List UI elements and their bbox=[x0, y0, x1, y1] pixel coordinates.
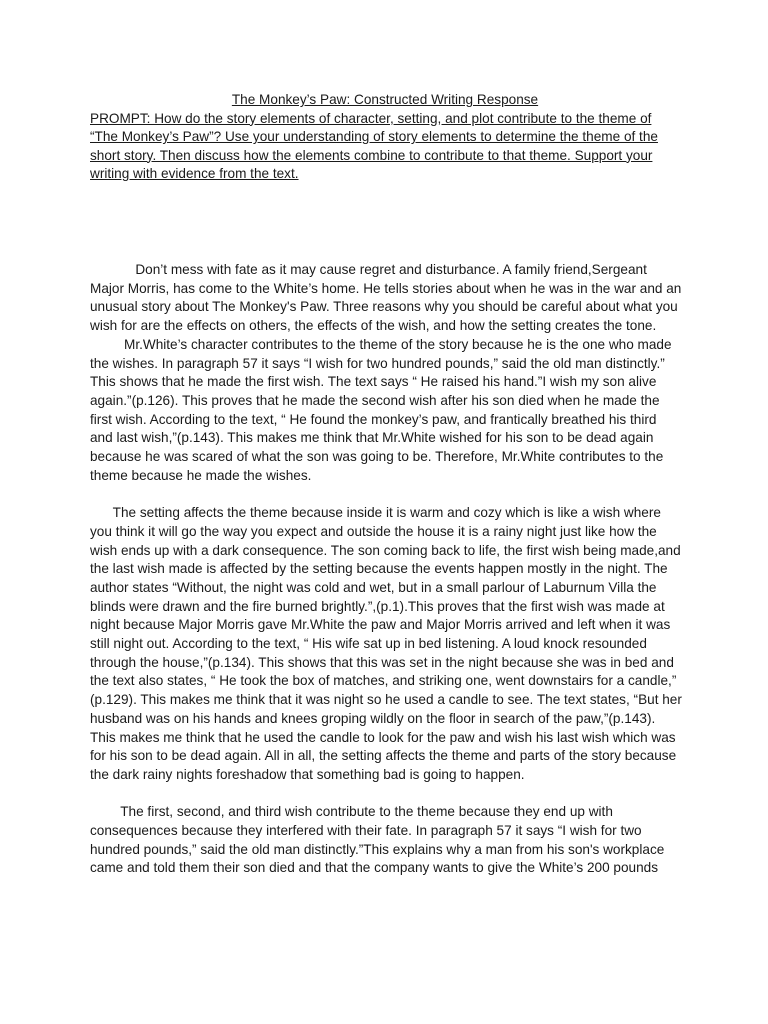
document-header bbox=[90, 91, 680, 184]
paragraph-character: Mr.White’s character contributes to the theme of the story because he is the one who made the wishes. In paragraph 57 it says “I wish for two hundred pounds,” said the old man distinctly.” This shows that he made the first wish. The text says “ He raised his hand.”I wish my son alive again.”(p.126). This proves that he made the second wish after his son died when he made the first wish. According to the text, “ He found the monkey’s paw, and frantically breathed his third and last wish,”(p.143). This makes me think that Mr.White wished for his son to be dead again because he was scared of what the son was going to be. Therefore, Mr.White contributes to the theme because he made the wishes. bbox=[90, 336, 672, 483]
essay-body bbox=[90, 261, 682, 878]
document-title: The Monkey’s Paw: Constructed Writing Response bbox=[231, 92, 539, 107]
writing-prompt: PROMPT: How do the story elements of character, setting, and plot contribute to the theme of “The Monkey’s Paw”? Use your understanding of story elements to determine the theme of the short story. Then discuss how the elements combine to contribute to that theme. Support your writing with evidence from the text. bbox=[90, 110, 658, 181]
paragraph-intro: Don’t mess with fate as it may cause regret and disturbance. A family friend,Sergeant Major Morris, has come to the White’s home. He tells stories about when he was in the war and an unusual story about The Monkey's Paw. Three reasons why you should be careful about what you wish for are the effects on others, the effects of the wish, and how the setting creates the tone. bbox=[90, 262, 682, 334]
paragraph-plot: The first, second, and third wish contribute to the theme because they end up with consequences because they interfered with their fate. In paragraph 57 it says “I wish for two hundred pounds,” said the old man distinctly.”This explains why a man from his son's workplace came and told them their son died and that the company wants to give the White’s 200 pounds bbox=[90, 804, 665, 876]
paragraph-setting: The setting affects the theme because inside it is warm and cozy which is like a wish where you think it will go the way you expect and outside the house it is a rainy night just like how the wish ends up with a dark consequence. The son coming back to life, the first wish being made,and the last wish made is affected by the setting because the events happen mostly in the night. The author states “Without, the night was cold and wet, but in a small parlour of Laburnum Villa the blinds were drawn and the fire burned brightly.”,(p.1).This proves that the first wish was made at night because Major Morris gave Mr.White the paw and Major Morris arrived and left when it was still night out. According to the text, “ His wife sat up in bed listening. A loud knock resounded through the house,”(p.134). This shows that this was set in the night because she was in bed and the text also states, “ He took the box of matches, and striking one, went downstairs for a candle,” (p.129). This makes me think that it was night so he used a candle to see. The text states, “But her husband was on his hands and knees groping wildly on the floor in search of the paw,”(p.143). This makes me think that he used the candle to look for the paw and wish his last wish which was for his son to be dead again. All in all, the setting affects the theme and parts of the story because the dark rainy nights foreshadow that something bad is going to happen. bbox=[90, 505, 682, 782]
